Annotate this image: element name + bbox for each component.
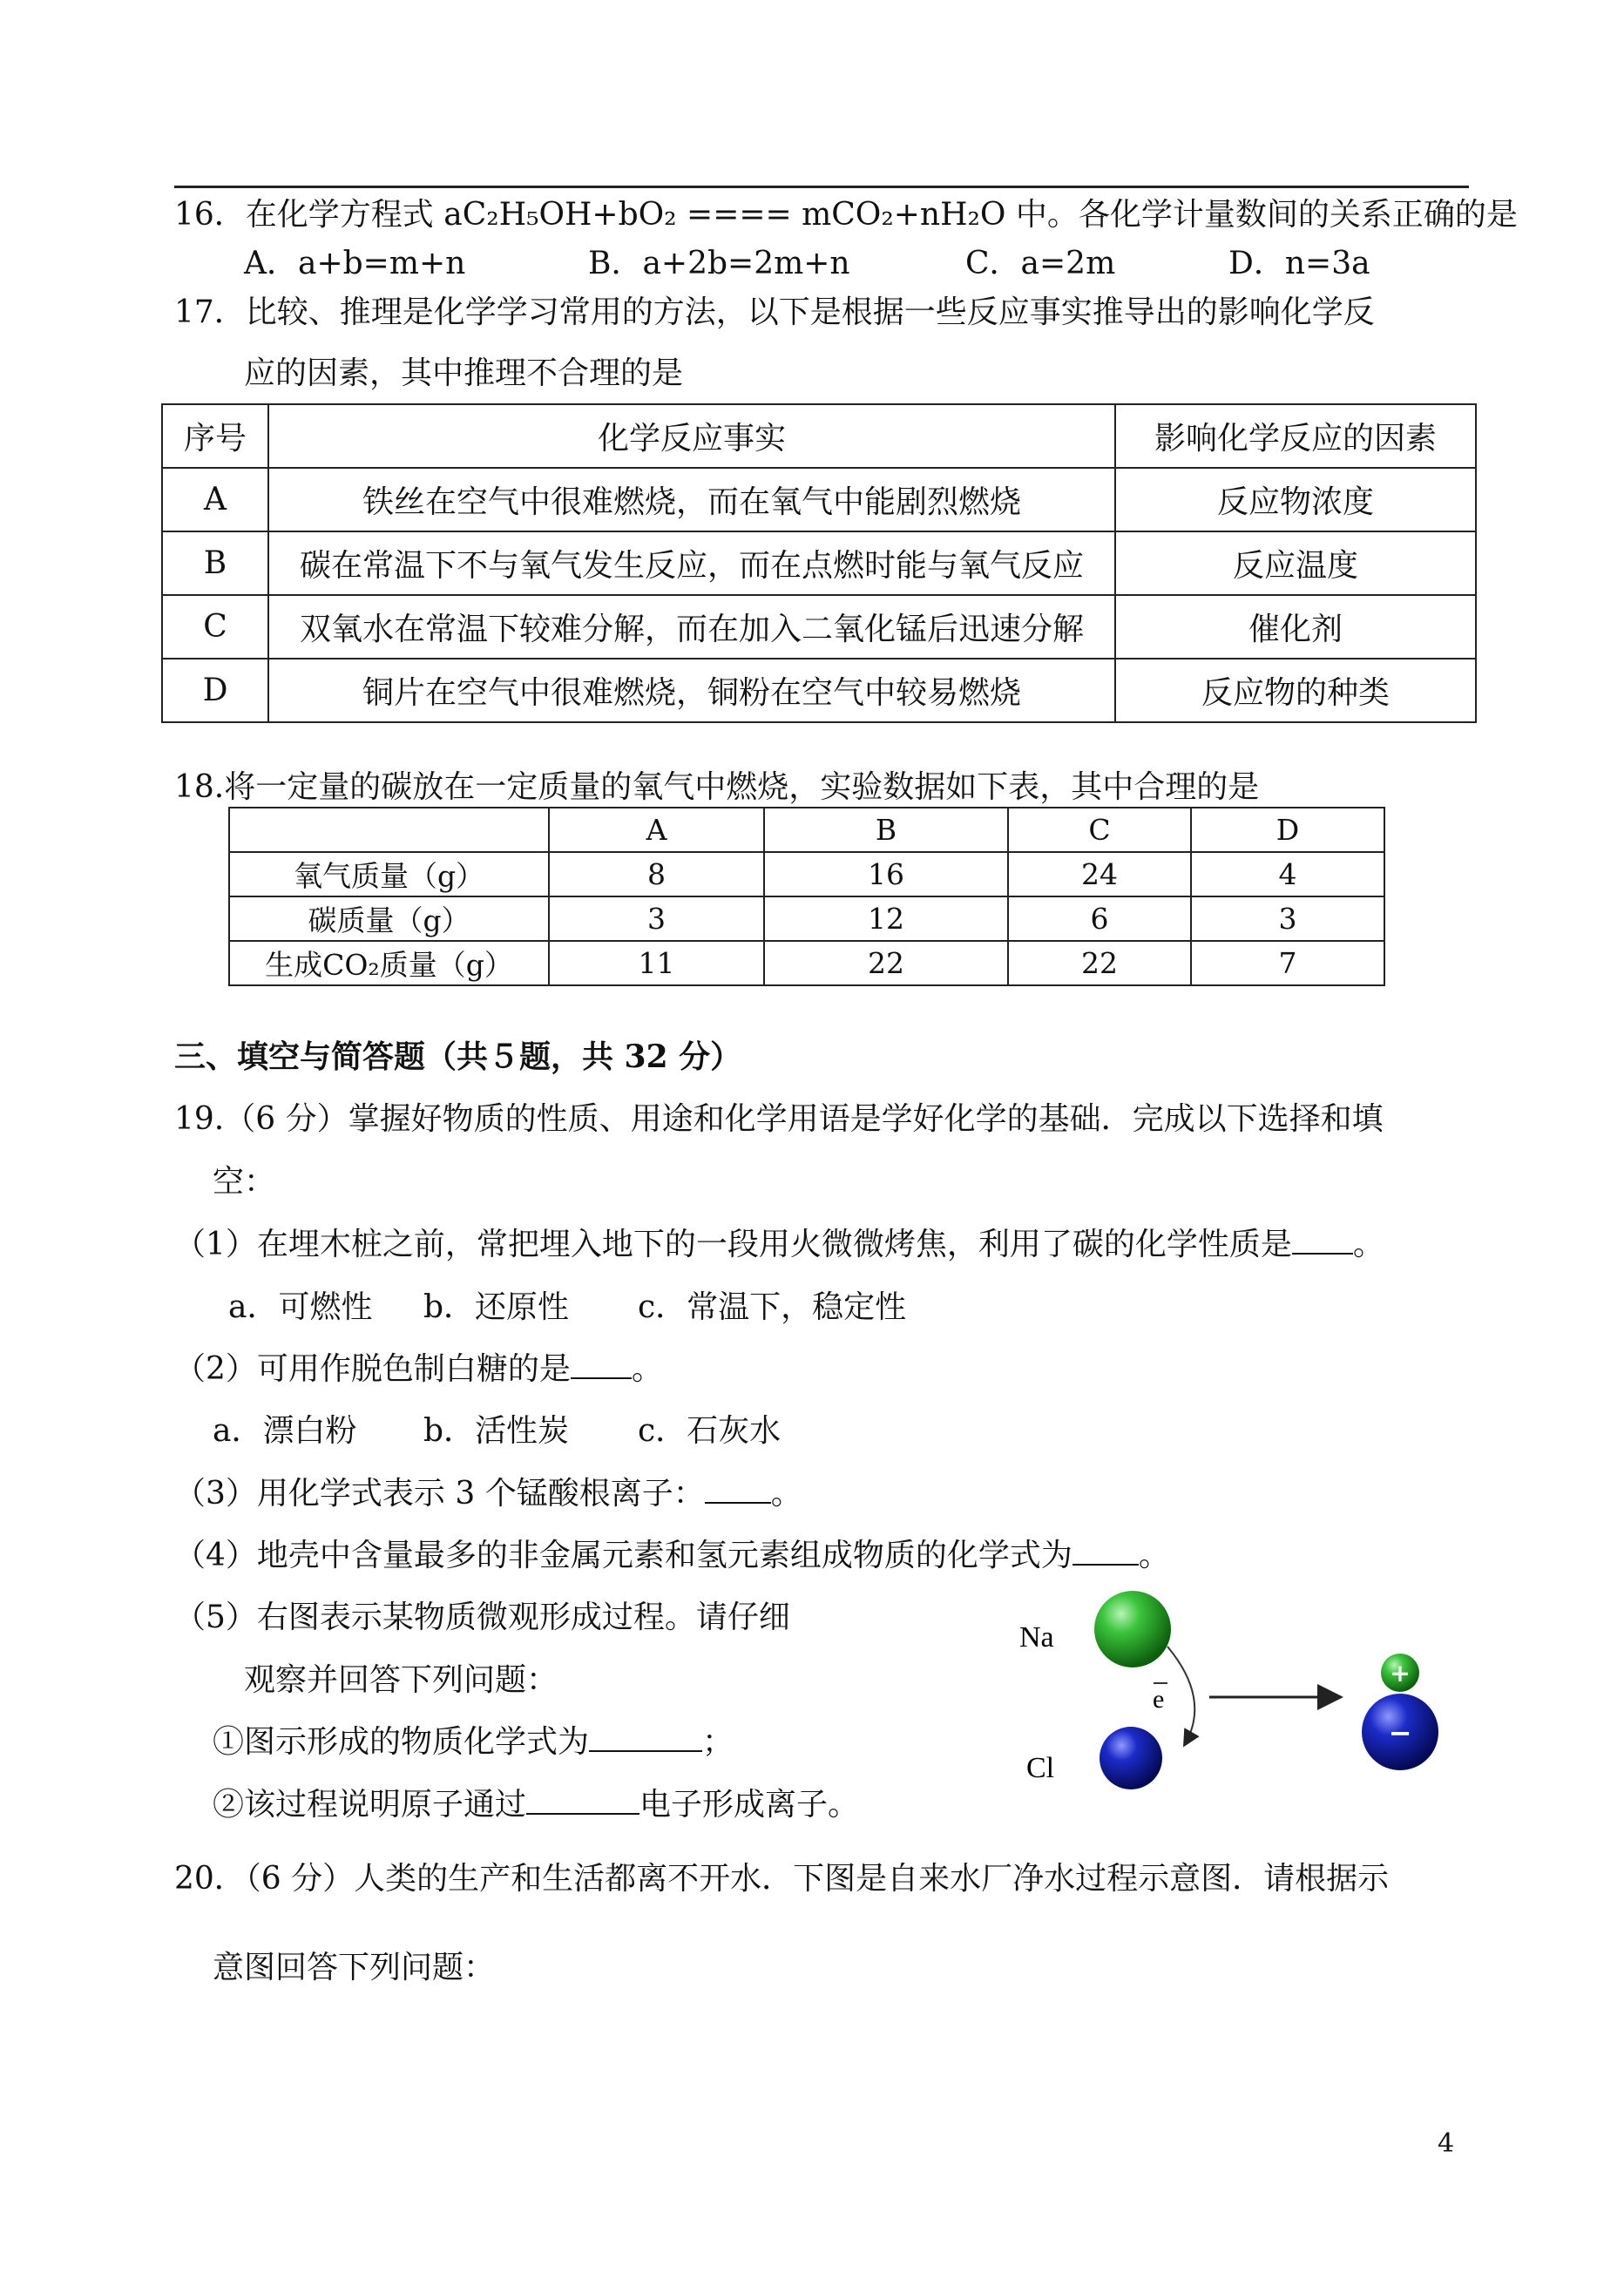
row-factor: 催化剂 xyxy=(1115,595,1476,659)
row-value: 4 xyxy=(1191,852,1384,896)
header-cell-fact: 化学反应事实 xyxy=(268,404,1115,468)
header-rule xyxy=(174,186,1469,188)
q18-table xyxy=(228,807,1385,986)
minus-sign: − xyxy=(1388,1716,1412,1749)
q17-table xyxy=(161,403,1477,723)
row-id: C xyxy=(162,595,268,659)
row-id: A xyxy=(162,468,268,531)
row-value: 3 xyxy=(549,896,764,941)
header-cell-blank xyxy=(229,808,549,852)
q20-stem-line1: 20．（6 分）人类的生产和生活都离不开水．下图是自来水厂净水过程示意图．请根据示 xyxy=(174,1861,1390,1897)
table-row xyxy=(162,531,1476,595)
q19-part2 xyxy=(174,1344,663,1389)
header-cell-index: 序号 xyxy=(162,404,268,468)
q17-stem-line2: 应的因素，其中推理不合理的是 xyxy=(244,355,684,391)
header-cell-factor: 影响化学反应的因素 xyxy=(1115,404,1476,468)
table-header-row xyxy=(162,404,1476,468)
part2-text: （2）可用作脱色制白糖的是 xyxy=(174,1351,571,1387)
header-cell-b: B xyxy=(764,808,1008,852)
row-value: 22 xyxy=(1008,941,1191,985)
q19-part2-option-a: a．漂白粉 xyxy=(213,1413,357,1449)
q16-stem: 16．在化学方程式 aC₂H₅OH+bO₂ ==== mCO₂+nH₂O 中。各化学计量数间的关系正确的是 xyxy=(174,197,1518,233)
q16-option-a: A．a+b=m+n xyxy=(244,246,466,281)
part1-end: 。 xyxy=(1352,1227,1384,1262)
row-value: 24 xyxy=(1008,852,1191,896)
row-value: 6 xyxy=(1008,896,1191,941)
part1-text: （1）在埋木桩之前，常把埋入地下的一段用火微微烤焦，利用了碳的化学性质是 xyxy=(174,1227,1292,1262)
part5-q1-text: ①图示形成的物质化学式为 xyxy=(213,1724,590,1760)
row-value: 22 xyxy=(764,941,1008,985)
part5-q2-end: 电子形成离子。 xyxy=(639,1787,860,1823)
row-fact: 铁丝在空气中很难燃烧，而在氧气中能剧烈燃烧 xyxy=(268,468,1115,531)
ion-formation-figure xyxy=(1011,1586,1464,1812)
row-value: 12 xyxy=(764,896,1008,941)
q19-part5-q2 xyxy=(213,1780,859,1824)
row-fact: 铜片在空气中很难燃烧，铜粉在空气中较易燃烧 xyxy=(268,659,1115,722)
plus-sign: + xyxy=(1390,1659,1411,1688)
q19-stem-line2: 空： xyxy=(213,1164,276,1200)
part5-q1-end: ； xyxy=(702,1724,734,1760)
q19-part1 xyxy=(174,1220,1384,1264)
page-number: 4 xyxy=(1438,2128,1455,2159)
row-factor: 反应物的种类 xyxy=(1115,659,1476,722)
electron-label: e xyxy=(1153,1685,1165,1714)
row-label: 碳质量（g） xyxy=(229,896,549,941)
table-row xyxy=(162,659,1476,722)
electron-transfer-arrow xyxy=(1167,1647,1194,1744)
header-cell-c: C xyxy=(1008,808,1191,852)
q19-part5-line2: 观察并回答下列问题： xyxy=(244,1662,558,1698)
q20-stem-line2: 意图回答下列问题： xyxy=(213,1950,496,1985)
q19-part4 xyxy=(174,1531,1170,1575)
table-row xyxy=(162,595,1476,659)
row-fact: 双氧水在常温下较难分解，而在加入二氧化锰后迅速分解 xyxy=(268,595,1115,659)
q19-part3 xyxy=(174,1469,802,1513)
part2-end: 。 xyxy=(631,1351,663,1387)
q16-option-d: D．n=3a xyxy=(1228,246,1370,281)
header-cell-a: A xyxy=(549,808,764,852)
row-factor: 反应温度 xyxy=(1115,531,1476,595)
row-label: 氧气质量（g） xyxy=(229,852,549,896)
answer-blank[interactable] xyxy=(705,1472,771,1504)
sodium-atom xyxy=(1094,1591,1171,1667)
row-factor: 反应物浓度 xyxy=(1115,468,1476,531)
chlorine-label: Cl xyxy=(1026,1752,1055,1784)
q19-stem-line1: 19.（6 分）掌握好物质的性质、用途和化学用语是学好化学的基础．完成以下选择和填 xyxy=(174,1101,1384,1137)
q18-stem: 18.将一定量的碳放在一定质量的氧气中燃烧，实验数据如下表，其中合理的是 xyxy=(174,769,1260,805)
table-header-row xyxy=(229,808,1384,852)
row-id: D xyxy=(162,659,268,722)
row-value: 16 xyxy=(764,852,1008,896)
header-cell-d: D xyxy=(1191,808,1384,852)
answer-blank[interactable] xyxy=(1292,1223,1353,1255)
table-row xyxy=(229,896,1384,941)
part4-end: 。 xyxy=(1138,1538,1170,1573)
part3-end: 。 xyxy=(770,1476,802,1512)
part3-text: （3）用化学式表示 3 个锰酸根离子： xyxy=(174,1476,705,1512)
sodium-label: Na xyxy=(1019,1621,1054,1654)
chlorine-atom xyxy=(1100,1727,1162,1789)
q19-part1-option-a: a．可燃性 xyxy=(228,1289,373,1325)
row-value: 11 xyxy=(549,941,764,985)
q16-option-c: C．a=2m xyxy=(965,246,1116,281)
q19-part1-option-b: b．还原性 xyxy=(423,1289,570,1325)
row-value: 3 xyxy=(1191,896,1384,941)
part5-q2-text: ②该过程说明原子通过 xyxy=(213,1787,527,1823)
row-id: B xyxy=(162,531,268,595)
table-row xyxy=(229,941,1384,985)
answer-blank[interactable] xyxy=(571,1348,632,1379)
answer-blank[interactable] xyxy=(526,1783,639,1815)
row-label: 生成CO₂质量（g） xyxy=(229,941,549,985)
q19-part5-line1: （5）右图表示某物质微观形成过程。请仔细 xyxy=(174,1600,790,1635)
table-row xyxy=(229,852,1384,896)
q17-stem-line1: 17．比较、推理是化学学习常用的方法，以下是根据一些反应事实推导出的影响化学反 xyxy=(174,294,1375,330)
q19-part2-option-b: b．活性炭 xyxy=(423,1413,570,1449)
row-value: 7 xyxy=(1191,941,1384,985)
q19-part5-q1 xyxy=(213,1717,734,1762)
q16-option-b: B．a+2b=2m+n xyxy=(588,246,850,281)
part4-text: （4）地壳中含量最多的非金属元素和氢元素组成物质的化学式为 xyxy=(174,1538,1073,1573)
table-row xyxy=(162,468,1476,531)
answer-blank[interactable] xyxy=(1073,1534,1139,1566)
section-title: 三、填空与简答题（共５题，共 32 分） xyxy=(174,1038,742,1075)
row-value: 8 xyxy=(549,852,764,896)
q19-part2-option-c: c．石灰水 xyxy=(638,1413,782,1449)
answer-blank[interactable] xyxy=(589,1721,702,1752)
row-fact: 碳在常温下不与氧气发生反应，而在点燃时能与氧气反应 xyxy=(268,531,1115,595)
q19-part1-option-c: c．常温下，稳定性 xyxy=(638,1289,907,1325)
